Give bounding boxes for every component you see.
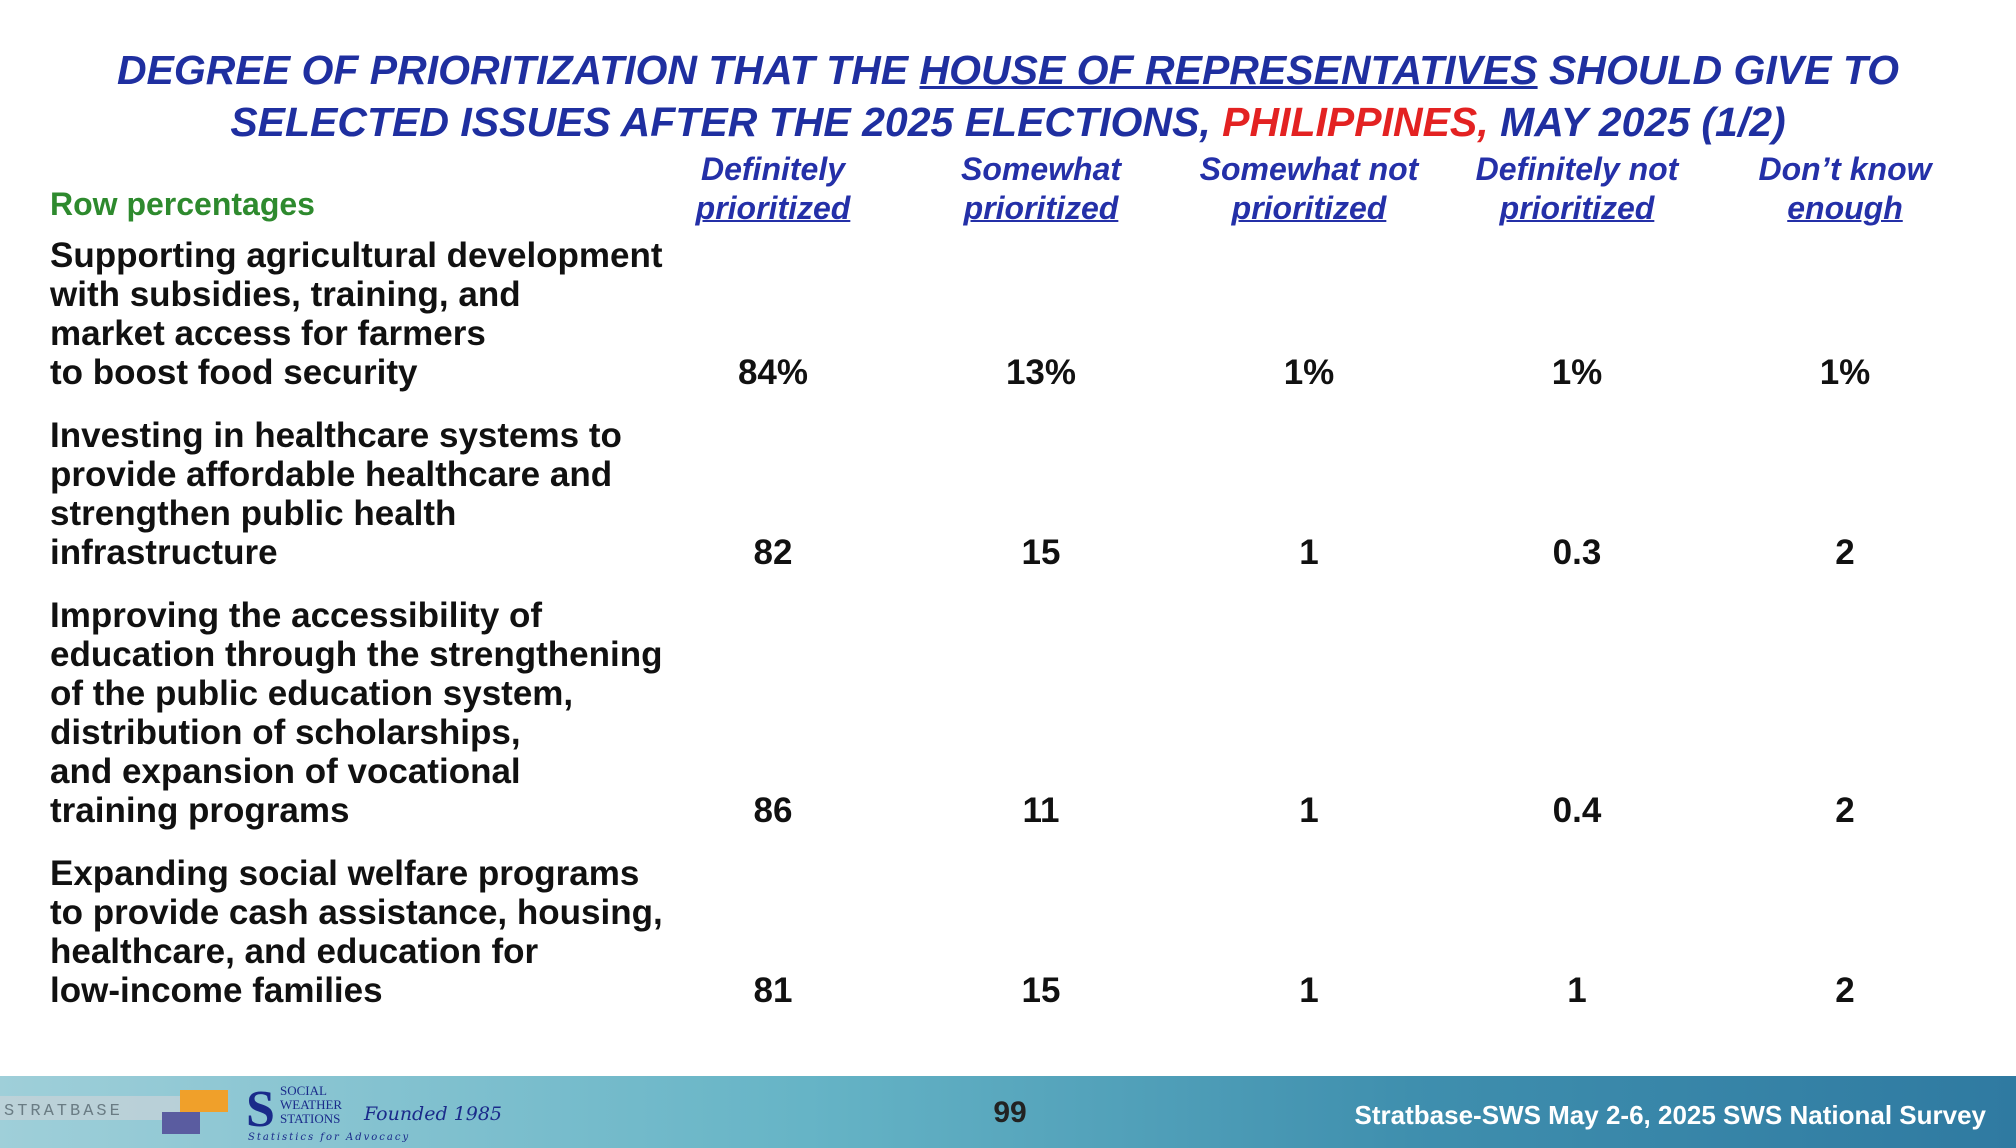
column-header-line-1: Definitely — [700, 151, 846, 187]
logo2-tagline: Statistics for Advocacy — [248, 1132, 411, 1143]
issue-label — [50, 596, 750, 830]
issue-label-line: Expanding social welfare programs — [50, 854, 640, 893]
issue-label-line: strengthen public health — [50, 494, 457, 533]
issue-label-line: provide affordable healthcare and — [50, 455, 613, 494]
title-text: DEGREE OF PRIORITIZATION THAT THE — [116, 47, 920, 93]
title-underlined-text: HOUSE OF REPRESENTATIVES — [919, 47, 1538, 93]
issue-label-line: infrastructure — [50, 533, 278, 572]
logo2-line-1: SOCIAL — [280, 1083, 327, 1098]
cell-value: 1 — [1567, 971, 1587, 1010]
title-text: MAY 2025 (1/2) — [1488, 99, 1786, 145]
title-line-2 — [40, 96, 1976, 148]
cell-value: 15 — [1021, 971, 1061, 1010]
cell-value: 15 — [1021, 533, 1061, 572]
survey-source: Stratbase-SWS May 2-6, 2025 SWS National Survey — [1354, 1100, 1986, 1130]
sws-logo — [246, 1080, 506, 1144]
cell-value: 1 — [1299, 533, 1319, 572]
row-percentages-label: Row percentages — [50, 186, 315, 222]
column-header-line-1: Definitely not — [1475, 151, 1679, 187]
title-line-1 — [40, 44, 1976, 96]
cell-value: 1% — [1283, 353, 1335, 392]
cell-value: 0.3 — [1552, 533, 1602, 572]
issue-label-line: with subsidies, training, and — [50, 275, 521, 314]
logo2-line-3: STATIONS — [280, 1111, 341, 1126]
cell-value: 0.4 — [1552, 791, 1602, 830]
issue-label-line: healthcare, and education for — [50, 932, 539, 971]
column-header — [1174, 150, 1444, 228]
issue-label-line: to boost food security — [50, 353, 418, 392]
logo2-line-2: WEATHER — [280, 1097, 343, 1112]
cell-value: 13% — [1005, 353, 1077, 392]
issue-label-line: to provide cash assistance, housing, — [50, 893, 663, 932]
issue-label — [50, 236, 750, 392]
column-header-line-2: prioritized — [695, 190, 851, 226]
title-text: SHOULD GIVE TO — [1537, 47, 1900, 93]
stratbase-logo — [0, 1090, 240, 1134]
cell-value: 11 — [1022, 791, 1060, 830]
column-header — [638, 150, 908, 228]
cell-value: 82 — [753, 533, 793, 572]
issue-label-line: Supporting agricultural development — [50, 236, 663, 275]
cell-value: 84% — [737, 353, 809, 392]
logo1-text: STRATBASE — [4, 1102, 123, 1121]
issue-label-line: market access for farmers — [50, 314, 486, 353]
column-header — [906, 150, 1176, 228]
cell-value: 86 — [753, 791, 793, 830]
issue-label-line: of the public education system, — [50, 674, 574, 713]
logo2-script: Founded 1985 — [364, 1103, 503, 1125]
cell-value: 1% — [1551, 353, 1603, 392]
footer-bar — [0, 1076, 2016, 1148]
cell-value: 1 — [1299, 791, 1319, 830]
issue-label-line: low-income families — [50, 971, 383, 1010]
cell-value: 1% — [1819, 353, 1871, 392]
issue-label — [50, 416, 750, 572]
column-header — [1442, 150, 1712, 228]
cell-value: 81 — [753, 971, 793, 1010]
column-header-line-2: enough — [1787, 190, 1903, 226]
issue-label-line: and expansion of vocational — [50, 752, 521, 791]
column-header-line-2: prioritized — [1499, 190, 1655, 226]
column-header-line-1: Somewhat — [960, 151, 1122, 187]
cell-value: 2 — [1835, 533, 1855, 572]
column-header — [1710, 150, 1980, 228]
issue-label-line: training programs — [50, 791, 350, 830]
issue-label-line: Improving the accessibility of — [50, 596, 543, 635]
issue-label — [50, 854, 750, 1010]
cell-value: 1 — [1299, 971, 1319, 1010]
cell-value: 2 — [1835, 791, 1855, 830]
column-header-line-1: Don’t know — [1758, 151, 1932, 187]
page-number: 99 — [993, 1096, 1027, 1129]
column-header-line-2: prioritized — [963, 190, 1119, 226]
column-header-line-2: prioritized — [1231, 190, 1387, 226]
issue-label-line: Investing in healthcare systems to — [50, 416, 622, 455]
title-text: SELECTED ISSUES AFTER THE 2025 ELECTIONS, — [230, 99, 1223, 145]
slide-title — [40, 44, 1976, 148]
issue-label-line: education through the strengthening — [50, 635, 663, 674]
issue-label-line: distribution of scholarships, — [50, 713, 521, 752]
title-country: PHILIPPINES, — [1222, 99, 1489, 145]
svg-text:S: S — [246, 1081, 275, 1138]
column-header-line-1: Somewhat not — [1199, 151, 1419, 187]
cell-value: 2 — [1835, 971, 1855, 1010]
